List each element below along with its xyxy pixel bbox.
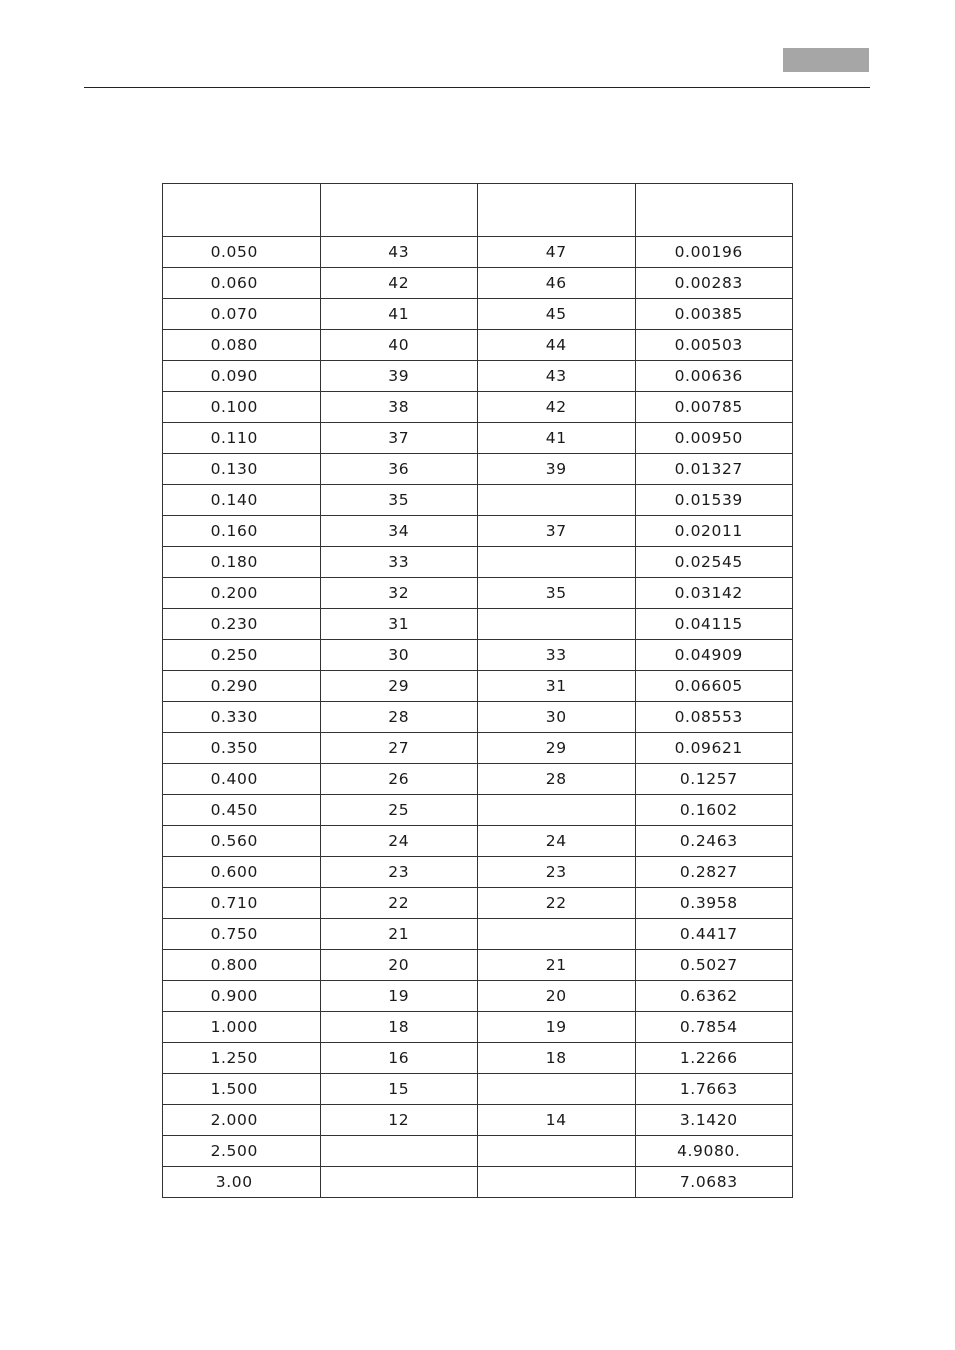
table-cell: 33	[478, 640, 636, 671]
table-row	[163, 1167, 793, 1198]
table-cell: 39	[320, 361, 478, 392]
table-cell: 0.02011	[635, 516, 793, 547]
table-cell: 18	[478, 1043, 636, 1074]
table-cell: 0.00283	[635, 268, 793, 299]
table-row	[163, 826, 793, 857]
table-cell: 43	[478, 361, 636, 392]
table-cell: 24	[478, 826, 636, 857]
table-cell: 0.2827	[635, 857, 793, 888]
table-cell: 26	[320, 764, 478, 795]
wire-gauge-table	[162, 183, 793, 1198]
table-cell: 0.110	[163, 423, 321, 454]
table-cell: 44	[478, 330, 636, 361]
table-cell: 21	[478, 950, 636, 981]
table-row	[163, 671, 793, 702]
table-cell	[478, 919, 636, 950]
table-cell: 3.1420	[635, 1105, 793, 1136]
table-cell: 2.500	[163, 1136, 321, 1167]
table-cell: 0.330	[163, 702, 321, 733]
table-cell	[478, 1136, 636, 1167]
table-row	[163, 1136, 793, 1167]
header-cell-3	[478, 184, 636, 237]
table-row	[163, 857, 793, 888]
table-cell: 0.140	[163, 485, 321, 516]
table-cell: 0.00385	[635, 299, 793, 330]
table-row	[163, 516, 793, 547]
table-cell: 23	[320, 857, 478, 888]
table-cell: 0.00785	[635, 392, 793, 423]
wire-gauge-table-container	[162, 183, 793, 1198]
table-cell: 43	[320, 237, 478, 268]
table-row	[163, 485, 793, 516]
table-cell: 37	[320, 423, 478, 454]
table-cell: 0.060	[163, 268, 321, 299]
table-cell	[478, 547, 636, 578]
table-cell	[320, 1136, 478, 1167]
table-cell: 0.160	[163, 516, 321, 547]
table-cell: 0.00503	[635, 330, 793, 361]
table-cell: 0.290	[163, 671, 321, 702]
table-cell: 34	[320, 516, 478, 547]
table-cell: 0.00636	[635, 361, 793, 392]
table-row	[163, 764, 793, 795]
table-row	[163, 888, 793, 919]
table-cell: 0.230	[163, 609, 321, 640]
table-cell	[478, 1167, 636, 1198]
table-cell: 36	[320, 454, 478, 485]
table-cell: 0.350	[163, 733, 321, 764]
table-cell: 0.070	[163, 299, 321, 330]
table-cell: 1.2266	[635, 1043, 793, 1074]
header-cell-1	[163, 184, 321, 237]
table-cell: 0.600	[163, 857, 321, 888]
table-cell	[478, 795, 636, 826]
table-cell: 0.00950	[635, 423, 793, 454]
table-cell: 0.4417	[635, 919, 793, 950]
table-cell: 19	[478, 1012, 636, 1043]
table-cell: 0.710	[163, 888, 321, 919]
table-cell: 0.7854	[635, 1012, 793, 1043]
table-body	[163, 237, 793, 1198]
table-cell: 40	[320, 330, 478, 361]
table-header-row	[163, 184, 793, 237]
table-cell: 0.04909	[635, 640, 793, 671]
table-cell: 0.1602	[635, 795, 793, 826]
table-cell: 31	[478, 671, 636, 702]
table-cell: 25	[320, 795, 478, 826]
table-cell: 47	[478, 237, 636, 268]
table-cell: 22	[478, 888, 636, 919]
table-cell: 20	[478, 981, 636, 1012]
table-row	[163, 299, 793, 330]
table-row	[163, 733, 793, 764]
table-cell	[478, 1074, 636, 1105]
table-cell: 28	[320, 702, 478, 733]
table-cell: 0.400	[163, 764, 321, 795]
table-cell: 0.100	[163, 392, 321, 423]
table-cell: 45	[478, 299, 636, 330]
header-rule	[84, 87, 870, 88]
table-cell	[478, 609, 636, 640]
header-cell-2	[320, 184, 478, 237]
table-cell: 0.01327	[635, 454, 793, 485]
table-cell	[478, 485, 636, 516]
table-row	[163, 919, 793, 950]
table-cell: 0.3958	[635, 888, 793, 919]
table-cell: 0.6362	[635, 981, 793, 1012]
table-cell: 0.080	[163, 330, 321, 361]
table-cell: 42	[478, 392, 636, 423]
table-cell: 35	[478, 578, 636, 609]
table-cell: 0.02545	[635, 547, 793, 578]
table-cell: 0.180	[163, 547, 321, 578]
table-cell: 0.04115	[635, 609, 793, 640]
table-cell: 46	[478, 268, 636, 299]
table-cell: 0.5027	[635, 950, 793, 981]
table-cell: 0.560	[163, 826, 321, 857]
table-cell: 30	[320, 640, 478, 671]
table-cell: 0.750	[163, 919, 321, 950]
table-cell: 7.0683	[635, 1167, 793, 1198]
table-cell: 0.03142	[635, 578, 793, 609]
table-cell: 30	[478, 702, 636, 733]
table-cell: 42	[320, 268, 478, 299]
table-cell	[320, 1167, 478, 1198]
table-cell: 35	[320, 485, 478, 516]
table-row	[163, 361, 793, 392]
table-cell: 27	[320, 733, 478, 764]
table-cell: 0.900	[163, 981, 321, 1012]
table-cell: 32	[320, 578, 478, 609]
table-cell: 31	[320, 609, 478, 640]
table-cell: 29	[478, 733, 636, 764]
table-row	[163, 1043, 793, 1074]
table-row	[163, 578, 793, 609]
table-cell: 0.450	[163, 795, 321, 826]
table-cell: 0.090	[163, 361, 321, 392]
table-cell: 3.00	[163, 1167, 321, 1198]
table-row	[163, 330, 793, 361]
table-cell: 0.800	[163, 950, 321, 981]
table-cell: 20	[320, 950, 478, 981]
table-cell: 38	[320, 392, 478, 423]
table-row	[163, 1012, 793, 1043]
table-cell: 2.000	[163, 1105, 321, 1136]
table-row	[163, 237, 793, 268]
table-cell: 15	[320, 1074, 478, 1105]
table-cell: 0.00196	[635, 237, 793, 268]
table-cell: 22	[320, 888, 478, 919]
table-cell: 0.06605	[635, 671, 793, 702]
header-tab	[783, 48, 869, 72]
table-cell: 0.050	[163, 237, 321, 268]
table-cell: 0.130	[163, 454, 321, 485]
table-row	[163, 981, 793, 1012]
table-cell: 29	[320, 671, 478, 702]
table-cell: 1.000	[163, 1012, 321, 1043]
table-row	[163, 1074, 793, 1105]
table-row	[163, 268, 793, 299]
table-cell: 12	[320, 1105, 478, 1136]
table-row	[163, 640, 793, 671]
table-cell: 18	[320, 1012, 478, 1043]
table-row	[163, 795, 793, 826]
table-cell: 4.9080.	[635, 1136, 793, 1167]
table-cell: 23	[478, 857, 636, 888]
table-row	[163, 423, 793, 454]
table-cell: 14	[478, 1105, 636, 1136]
table-row	[163, 547, 793, 578]
table-cell: 37	[478, 516, 636, 547]
table-cell: 1.250	[163, 1043, 321, 1074]
table-cell: 21	[320, 919, 478, 950]
table-cell: 1.500	[163, 1074, 321, 1105]
table-cell: 0.09621	[635, 733, 793, 764]
table-cell: 0.01539	[635, 485, 793, 516]
table-cell: 33	[320, 547, 478, 578]
table-cell: 0.1257	[635, 764, 793, 795]
table-row	[163, 702, 793, 733]
table-cell: 1.7663	[635, 1074, 793, 1105]
table-cell: 0.08553	[635, 702, 793, 733]
table-cell: 39	[478, 454, 636, 485]
table-cell: 28	[478, 764, 636, 795]
table-cell: 0.250	[163, 640, 321, 671]
table-row	[163, 454, 793, 485]
table-row	[163, 1105, 793, 1136]
table-cell: 19	[320, 981, 478, 1012]
table-row	[163, 609, 793, 640]
table-cell: 0.200	[163, 578, 321, 609]
table-cell: 0.2463	[635, 826, 793, 857]
header-cell-4	[635, 184, 793, 237]
table-cell: 24	[320, 826, 478, 857]
table-cell: 41	[320, 299, 478, 330]
table-cell: 41	[478, 423, 636, 454]
table-cell: 16	[320, 1043, 478, 1074]
table-row	[163, 392, 793, 423]
table-row	[163, 950, 793, 981]
